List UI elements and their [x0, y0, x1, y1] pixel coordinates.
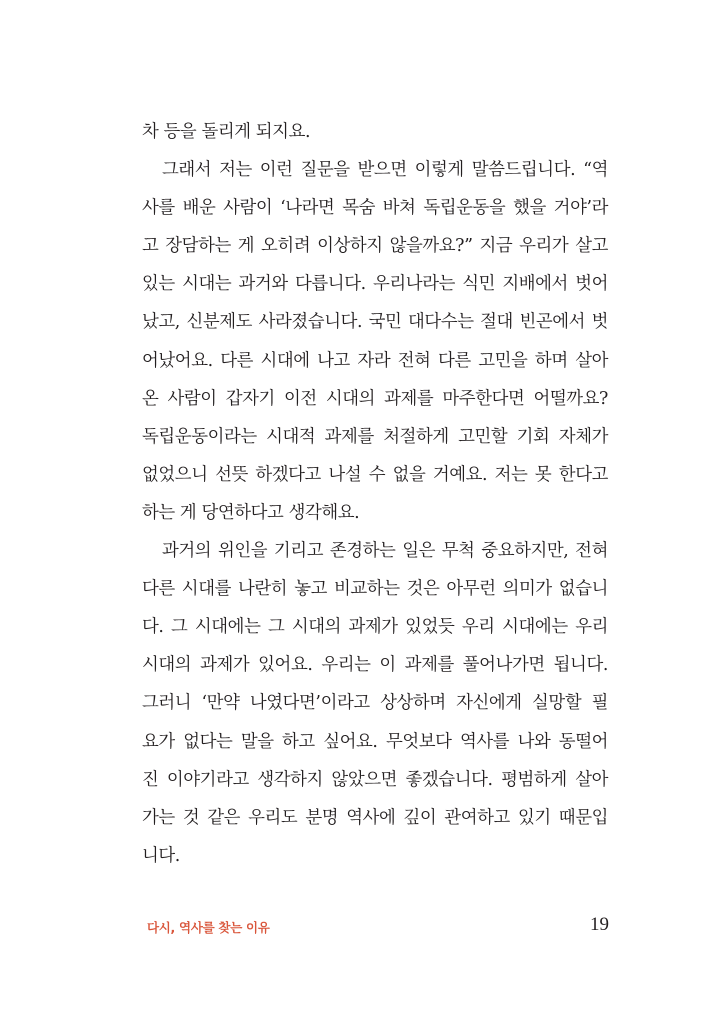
text-line: 다른 시대를 나란히 놓고 비교하는 것은 아무런 의미가 없습니 [142, 579, 608, 600]
text-line: 그러니 ‘만약 나였다면’이라고 상상하며 자신에게 실망할 필 [142, 693, 608, 714]
running-title: 다시, 역사를 찾는 이유 [147, 920, 270, 935]
text-line: 없었으니 선뜻 하겠다고 나설 수 없을 거예요. 저는 못 한다고 [142, 464, 608, 485]
paragraph [142, 113, 608, 151]
text-line: 고 장담하는 게 오히려 이상하지 않을까요?” 지금 우리가 살고 [142, 236, 608, 257]
text-line: 났고, 신분제도 사라졌습니다. 국민 대다수는 절대 빈곤에서 벗 [142, 312, 608, 333]
text-line: 있는 시대는 과거와 다릅니다. 우리나라는 식민 지배에서 벗어 [142, 274, 608, 295]
text-line: 온 사람이 갑자기 이전 시대의 과제를 마주한다면 어떨까요? [142, 388, 608, 409]
text-line: 과거의 위인을 기리고 존경하는 일은 무척 중요하지만, 전혀 [162, 541, 608, 562]
page-footer [147, 916, 609, 942]
text-line: 그래서 저는 이런 질문을 받으면 이렇게 말씀드립니다. “역 [162, 160, 608, 181]
page-number: 19 [590, 914, 609, 935]
paragraph [142, 532, 608, 875]
text-line: 차 등을 돌리게 되지요. [142, 122, 311, 142]
text-line: 어났어요. 다른 시대에 나고 자라 전혀 다른 고민을 하며 살아 [142, 350, 608, 371]
body-text [142, 113, 608, 875]
text-line: 독립운동이라는 시대적 과제를 처절하게 고민할 기회 자체가 [142, 426, 608, 447]
text-line: 하는 게 당연하다고 생각해요. [142, 502, 360, 523]
text-line: 사를 배운 사람이 ‘나라면 목숨 바쳐 독립운동을 했을 거야’라 [142, 198, 608, 219]
text-line: 니다. [142, 845, 180, 866]
text-line: 진 이야기라고 생각하지 않았으면 좋겠습니다. 평범하게 살아 [142, 769, 608, 790]
text-line: 요가 없다는 말을 하고 싶어요. 무엇보다 역사를 나와 동떨어 [142, 731, 608, 752]
text-line: 다. 그 시대에는 그 시대의 과제가 있었듯 우리 시대에는 우리 [142, 617, 608, 638]
text-line: 가는 것 같은 우리도 분명 역사에 깊이 관여하고 있기 때문입 [142, 807, 608, 828]
text-line: 시대의 과제가 있어요. 우리는 이 과제를 풀어나가면 됩니다. [142, 655, 608, 676]
paragraph [142, 151, 608, 532]
